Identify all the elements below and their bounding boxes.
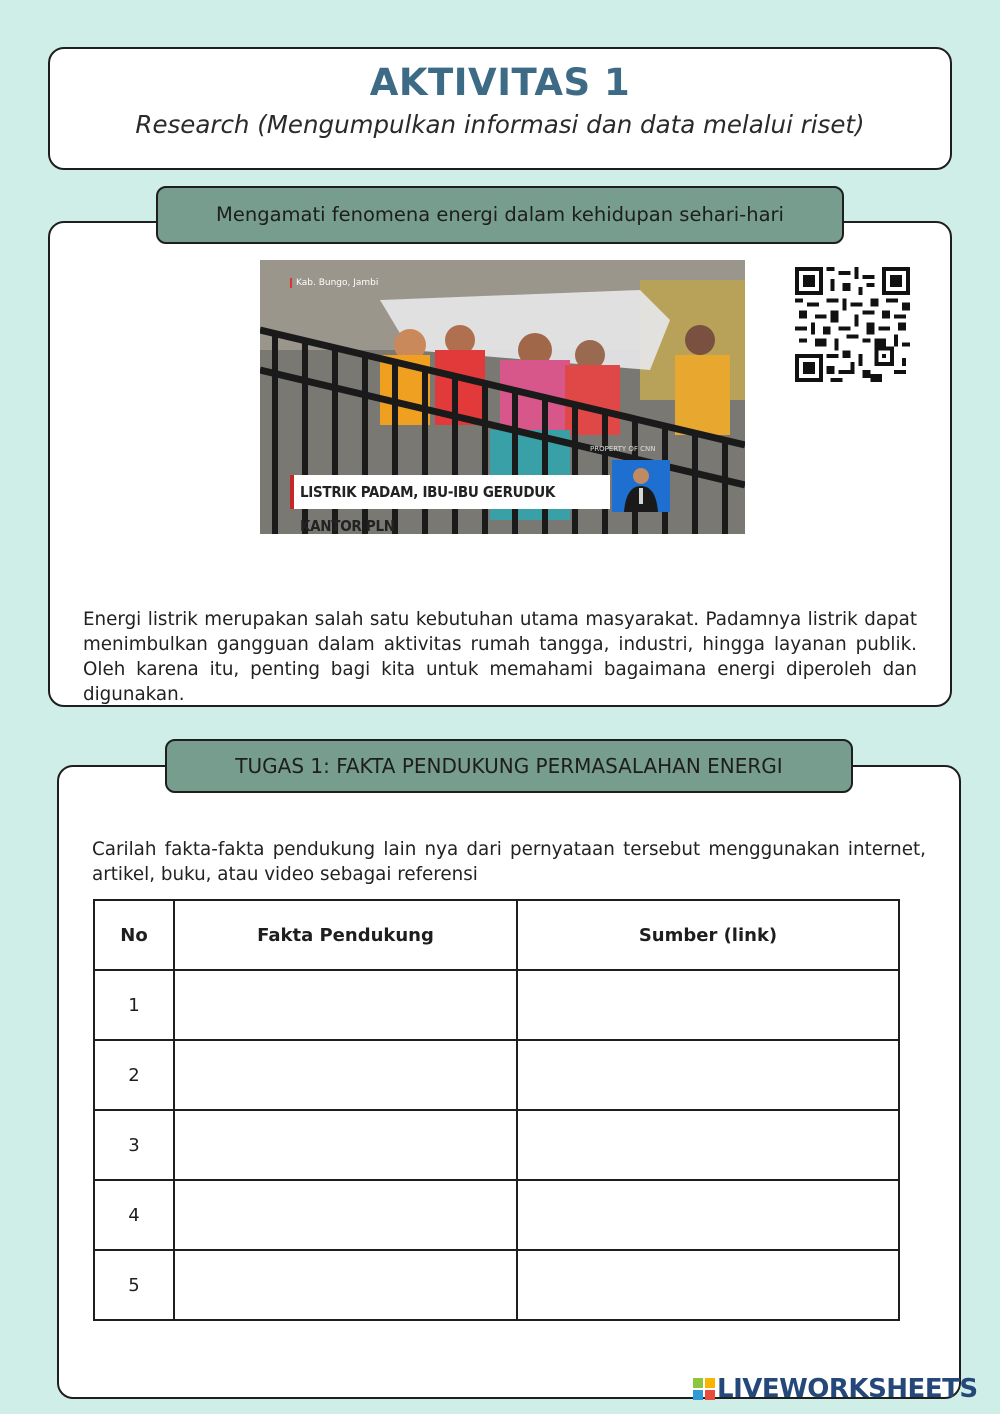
sign-language-interpreter xyxy=(612,460,670,512)
table-header-row xyxy=(94,900,899,970)
liveworksheets-icon xyxy=(693,1378,715,1400)
row-number: 2 xyxy=(94,1040,174,1110)
watermark-text: LIVEWORKSHEETS xyxy=(717,1374,978,1404)
fakta-input-cell[interactable] xyxy=(174,970,517,1040)
header-fakta: Fakta Pendukung xyxy=(174,900,517,970)
row-number: 4 xyxy=(94,1180,174,1250)
title-card xyxy=(48,47,952,170)
qr-code-icon[interactable] xyxy=(795,267,910,382)
table-row xyxy=(94,970,899,1040)
sumber-input-cell[interactable] xyxy=(517,1180,899,1250)
header-no: No xyxy=(94,900,174,970)
fakta-input-cell[interactable] xyxy=(174,1250,517,1320)
page-subtitle: Research (Mengumpulkan informasi dan data melalui riset) xyxy=(135,110,865,139)
interpreter-icon xyxy=(612,460,670,512)
sumber-input-cell[interactable] xyxy=(517,1040,899,1110)
row-number: 1 xyxy=(94,970,174,1040)
header-sumber: Sumber (link) xyxy=(517,900,899,970)
fakta-input-cell[interactable] xyxy=(174,1040,517,1110)
table-row xyxy=(94,1250,899,1320)
table-row xyxy=(94,1180,899,1250)
sumber-input-cell[interactable] xyxy=(517,1250,899,1320)
sumber-input-cell[interactable] xyxy=(517,970,899,1040)
supporting-facts-table xyxy=(93,899,900,1321)
task-section-label: TUGAS 1: FAKTA PENDUKUNG PERMASALAHAN ENERGI xyxy=(165,739,853,793)
video-headline: LISTRIK PADAM, IBU-IBU GERUDUK KANTOR PLN xyxy=(290,475,610,509)
sumber-input-cell[interactable] xyxy=(517,1110,899,1180)
fakta-input-cell[interactable] xyxy=(174,1180,517,1250)
table-row xyxy=(94,1040,899,1110)
energy-description: Energi listrik merupakan salah satu kebutuhan utama masyarakat. Padamnya listrik dapat menimbulkan gangguan dalam aktivitas rumah tangga, industri, hingga layanan publik. Oleh karena itu, penting bagi kita untuk memahami bagaimana energi diperoleh dan digunakan. xyxy=(83,609,917,706)
news-video-thumbnail[interactable] xyxy=(260,260,745,534)
observation-section-label: Mengamati fenomena energi dalam kehidupan sehari-hari xyxy=(156,186,844,244)
liveworksheets-logo xyxy=(693,1374,978,1404)
video-watermark: PROPERTY OF CNN xyxy=(590,445,656,453)
fakta-input-cell[interactable] xyxy=(174,1110,517,1180)
video-location-tag: Kab. Bungo, Jambi xyxy=(290,278,378,288)
row-number: 3 xyxy=(94,1110,174,1180)
task-instruction: Carilah fakta-fakta pendukung lain nya dari pernyataan tersebut menggunakan internet, artikel, buku, atau video sebagai referensi xyxy=(92,839,926,886)
row-number: 5 xyxy=(94,1250,174,1320)
page-title: AKTIVITAS 1 xyxy=(369,61,631,104)
table-row xyxy=(94,1110,899,1180)
